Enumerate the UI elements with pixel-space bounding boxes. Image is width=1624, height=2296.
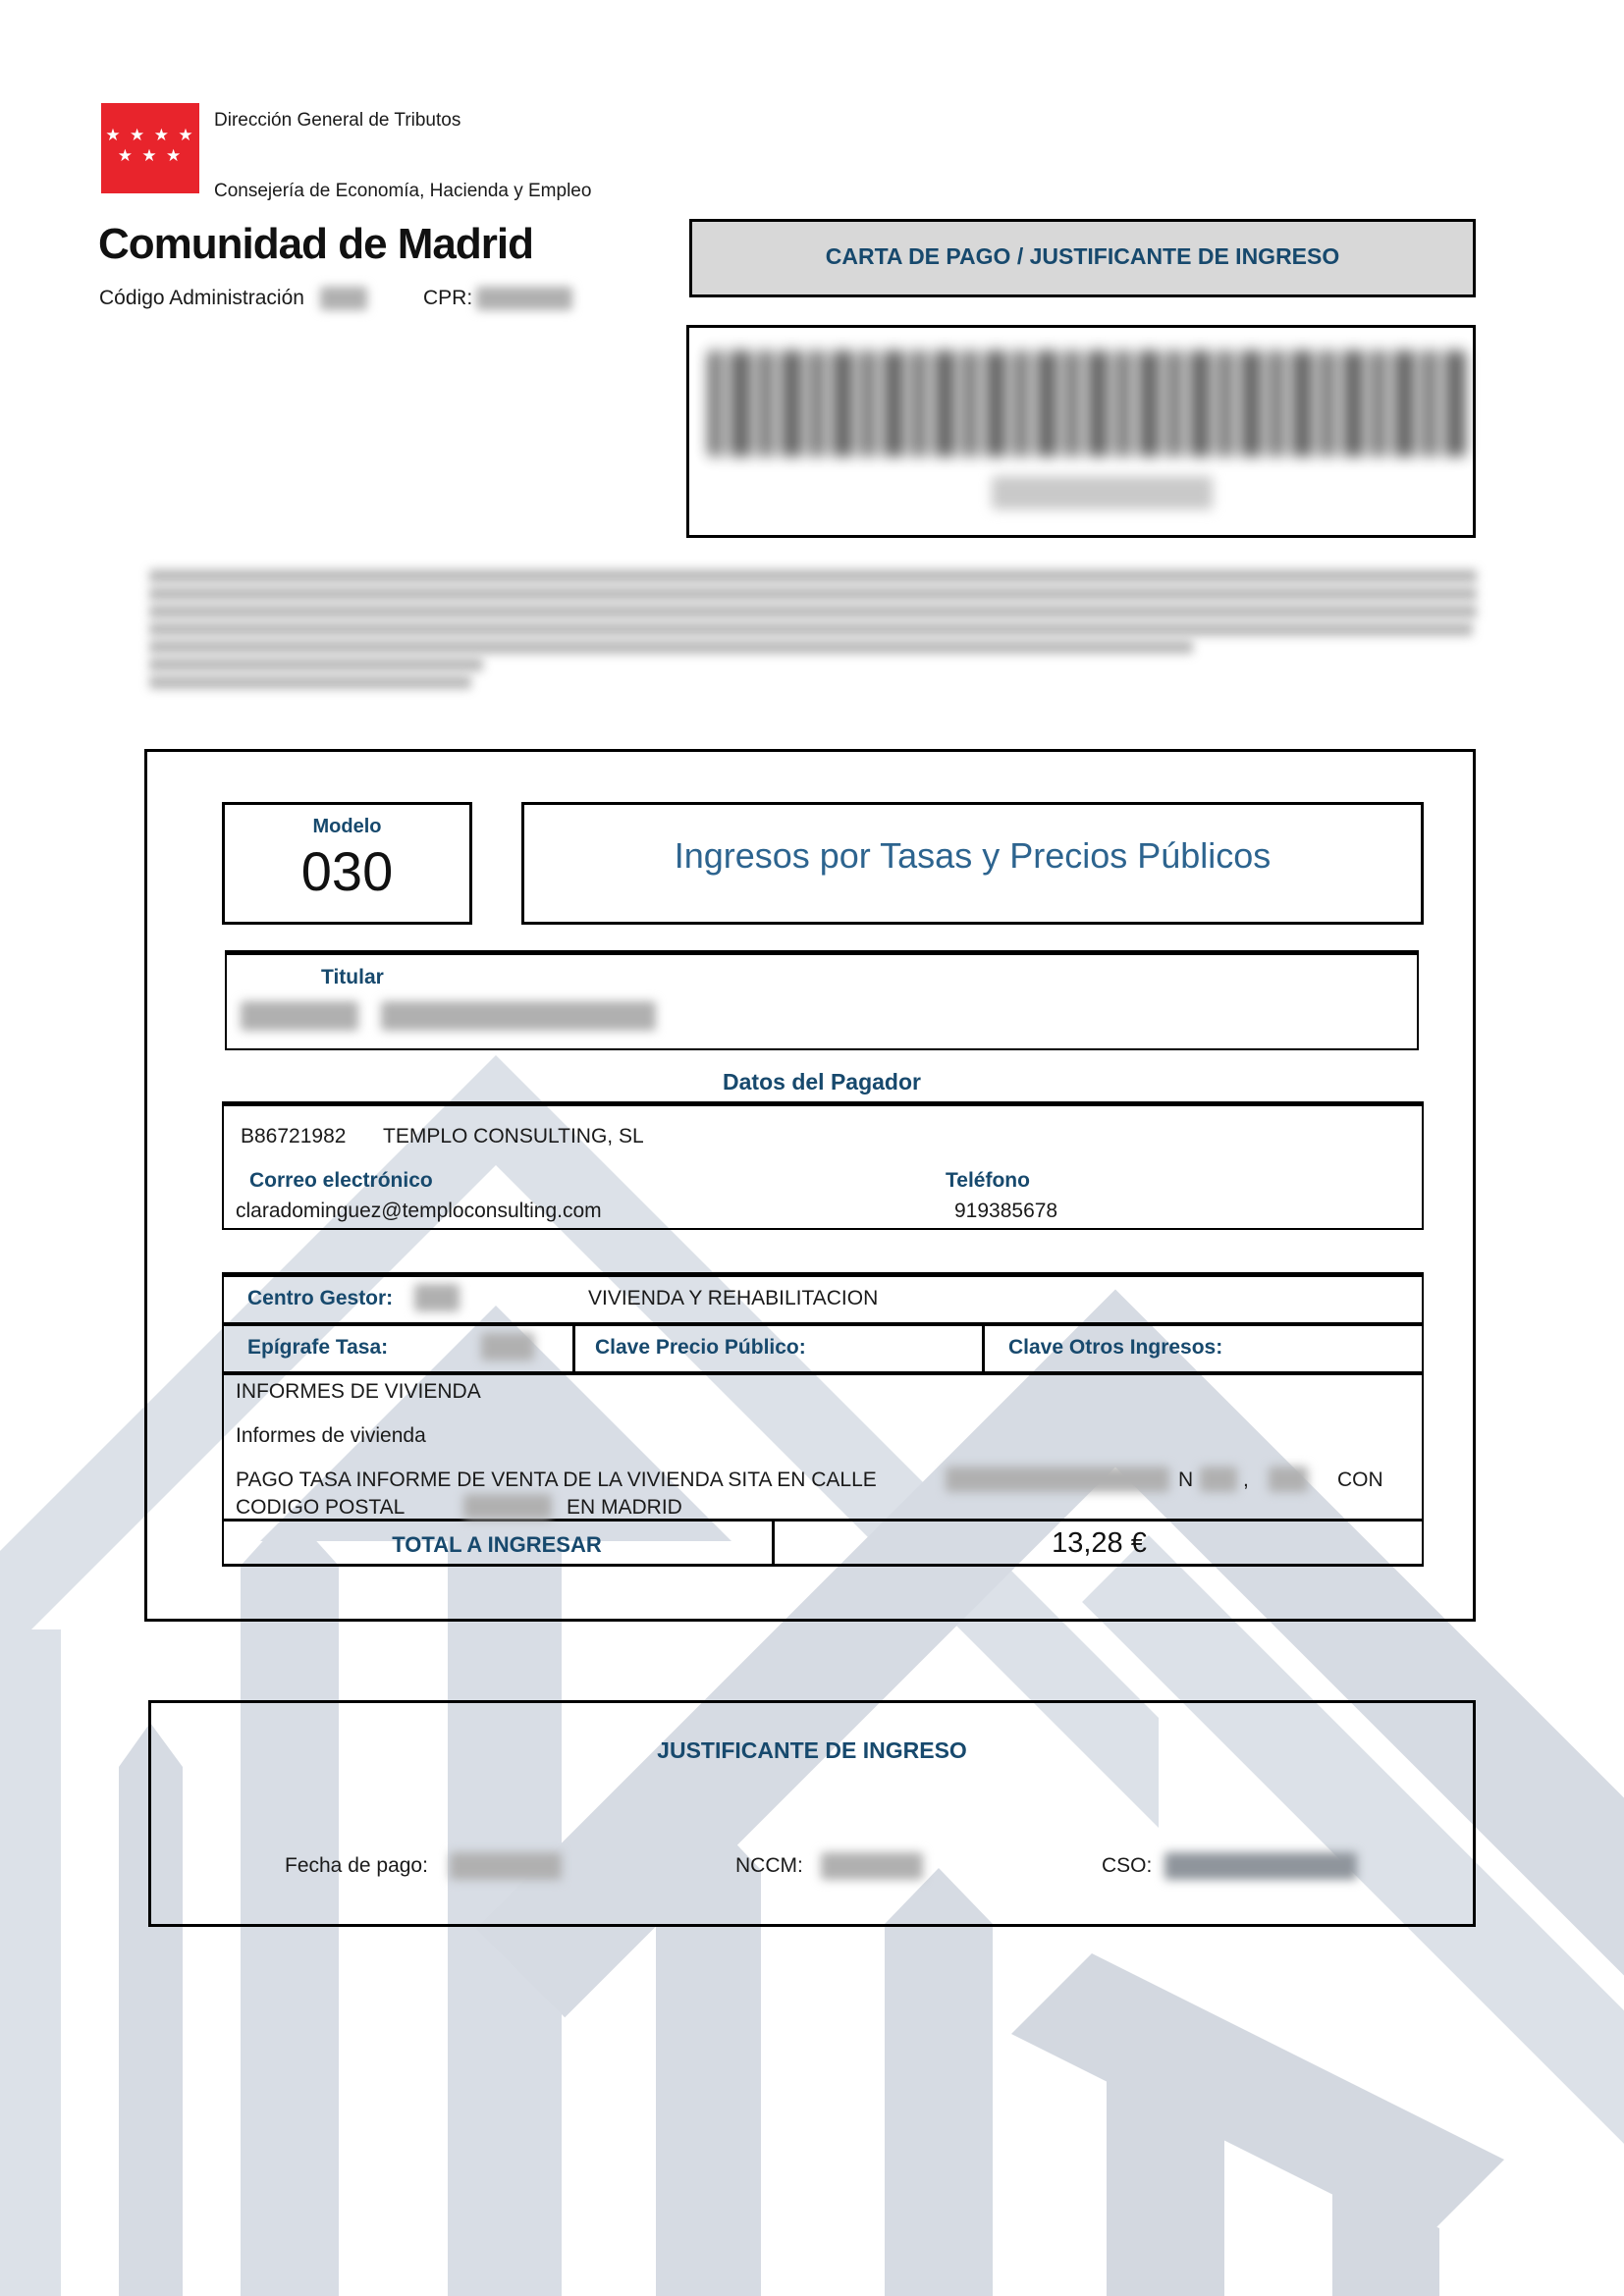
concepto-line2: Informes de vivienda bbox=[236, 1424, 426, 1447]
email-label: Correo electrónico bbox=[249, 1169, 433, 1192]
justificante-box bbox=[148, 1700, 1476, 1927]
detalle-street-redacted bbox=[946, 1467, 1169, 1492]
total-value: 13,28 € bbox=[1052, 1527, 1147, 1559]
tasa-row-divider-1 bbox=[222, 1322, 1424, 1326]
titular-name-redacted bbox=[381, 1001, 656, 1031]
concepto-line1: INFORMES DE VIVIENDA bbox=[236, 1380, 481, 1403]
cso-label: CSO: bbox=[1102, 1854, 1153, 1877]
pagador-nif: B86721982 bbox=[241, 1125, 347, 1148]
detalle-postal-redacted bbox=[463, 1494, 552, 1520]
titular-label: Titular bbox=[321, 966, 384, 988]
detalle-floor-redacted bbox=[1269, 1467, 1308, 1492]
nccm-label: NCCM: bbox=[735, 1854, 803, 1877]
detalle-comma: , bbox=[1243, 1468, 1249, 1491]
detalle-part2: CODIGO POSTAL bbox=[236, 1496, 406, 1519]
titular-nif-redacted bbox=[241, 1001, 358, 1031]
centro-gestor-code-redacted bbox=[414, 1284, 460, 1311]
cpr-label: CPR: bbox=[423, 287, 473, 309]
total-label: TOTAL A INGRESAR bbox=[392, 1532, 602, 1557]
epigrafe-code-redacted bbox=[481, 1333, 534, 1361]
pagador-razon-social: TEMPLO CONSULTING, SL bbox=[383, 1125, 644, 1148]
centro-gestor-label: Centro Gestor: bbox=[247, 1287, 394, 1309]
cso-redacted bbox=[1164, 1852, 1357, 1880]
payment-header-title: CARTA DE PAGO / JUSTIFICANTE DE INGRESO bbox=[825, 243, 1340, 269]
barcode-redacted bbox=[709, 350, 1465, 456]
clave-otros-label: Clave Otros Ingresos: bbox=[1008, 1336, 1223, 1359]
form-title: Ingresos por Tasas y Precios Públicos bbox=[674, 835, 1272, 876]
detalle-n: N bbox=[1178, 1468, 1194, 1491]
phone-value: 919385678 bbox=[954, 1200, 1058, 1222]
titular-box bbox=[225, 950, 1419, 1050]
fecha-pago-label: Fecha de pago: bbox=[285, 1854, 428, 1877]
pagador-heading: Datos del Pagador bbox=[723, 1069, 921, 1095]
modelo-number: 030 bbox=[300, 840, 394, 902]
comunidad-madrid-flag-logo bbox=[101, 103, 199, 193]
codigo-administracion-label: Código Administración bbox=[99, 287, 304, 309]
email-value: claradominguez@temploconsulting.com bbox=[236, 1200, 602, 1222]
fecha-pago-redacted bbox=[450, 1852, 562, 1880]
tasa-col-divider-1 bbox=[572, 1326, 575, 1371]
nccm-redacted bbox=[821, 1852, 923, 1880]
department-line1: Dirección General de Tributos bbox=[214, 110, 461, 131]
epigrafe-label: Epígrafe Tasa: bbox=[247, 1336, 389, 1359]
department-line2: Consejería de Economía, Hacienda y Empleo bbox=[214, 181, 592, 201]
tasa-table-box bbox=[222, 1272, 1424, 1567]
modelo-label: Modelo bbox=[312, 816, 382, 837]
detalle-part3: EN MADRID bbox=[567, 1496, 682, 1519]
flag-stars-row2-icon: ★ ★ ★ bbox=[117, 146, 184, 166]
organization-title: Comunidad de Madrid bbox=[98, 220, 533, 268]
clave-precio-label: Clave Precio Público: bbox=[595, 1336, 806, 1359]
detalle-part1: PAGO TASA INFORME DE VENTA DE LA VIVIENDA SITA EN CALLE bbox=[236, 1468, 877, 1491]
cpr-redacted-value bbox=[476, 287, 572, 310]
barcode-caption-redacted bbox=[992, 476, 1213, 509]
justificante-heading: JUSTIFICANTE DE INGRESO bbox=[657, 1737, 967, 1763]
centro-gestor-value: VIVIENDA Y REHABILITACION bbox=[588, 1287, 879, 1309]
phone-label: Teléfono bbox=[946, 1169, 1030, 1192]
tasa-row-divider-2 bbox=[222, 1371, 1424, 1375]
flag-stars-row1-icon: ★ ★ ★ ★ bbox=[105, 126, 195, 145]
detalle-con: CON bbox=[1337, 1468, 1383, 1491]
detalle-number-redacted bbox=[1200, 1467, 1237, 1492]
codigo-administracion-redacted-value bbox=[320, 287, 367, 310]
tasa-col-divider-2 bbox=[982, 1326, 985, 1371]
